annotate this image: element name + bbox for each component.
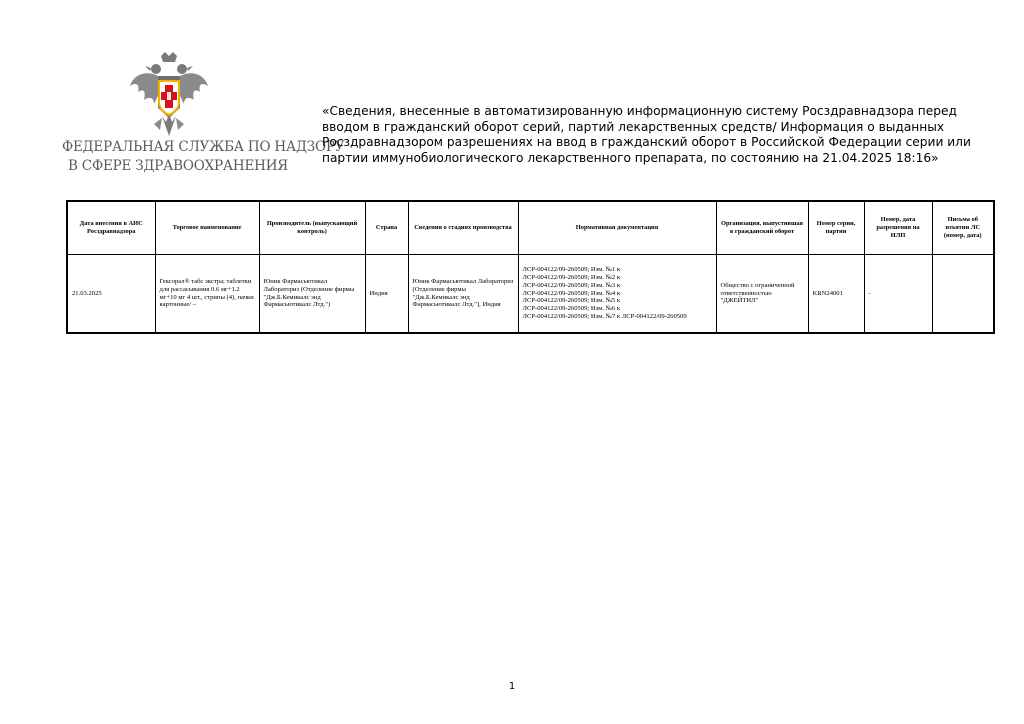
column-header-date: Дата внесения в АИС Росздравнадзора — [67, 201, 155, 255]
roszdravnadzor-emblem-icon — [128, 52, 210, 144]
normative-doc-line: ЛСР-004122/09-260509; Изм. №6 к — [522, 305, 621, 313]
cell-date: 21.03.2025 — [67, 255, 155, 334]
normative-doc-line: ЛСР-004122/09-260509; Изм. №3 к — [522, 281, 621, 289]
organization-name — [62, 138, 345, 176]
cell-organization: Общество с ограниченной ответственностью "ДЖЕЙТИЛ" — [716, 255, 808, 334]
cell-batch: KRN24001 — [808, 255, 864, 334]
normative-doc-line: ЛСР-004122/09-260509; Изм. №2 к — [522, 274, 621, 281]
column-header-permit: Номер, дата разрешения на ИЛП — [864, 201, 932, 255]
column-header-country: Страна — [365, 201, 408, 255]
page-number: 1 — [508, 681, 516, 692]
cell-country: Индия — [365, 255, 408, 334]
column-header-manufacturer: Производитель (выпускающий контроль) — [259, 201, 365, 255]
cell-withdrawal — [932, 255, 994, 334]
normative-doc-line: ЛСР-004122/09-260509; Изм. №7 к ЛСР-004122/09-260509 — [522, 312, 687, 320]
column-header-batch: Номер серии, партии — [808, 201, 864, 255]
column-header-withdrawal: Письма об изъятии ЛС (номер, дата) — [932, 201, 994, 255]
column-header-trade-name: Торговое наименование — [155, 201, 259, 255]
organization-name-line1: ФЕДЕРАЛЬНАЯ СЛУЖБА ПО НАДЗОРУ — [62, 139, 345, 155]
cell-trade-name: Гексорал® табс экстра; таблетки для рассасывания 0.6 мг+1.2 мг+10 мг 4 шт., стрипы (4), пачки картонные/ – — [155, 255, 259, 334]
column-header-organization: Организация, выпустившая в гражданский оборот — [716, 201, 808, 255]
document-heading: «Сведения, внесенные в автоматизированную информационную систему Росздравнадзора перед вводом в гражданский оборот серий, партий лекарственных средств/ Информация о выданных Росздравнадзором разрешениях на ввод в гражданский оборот в Российской Федерации серии или партии иммунобиологического лекарственного препарата, по состоянию на 21.04.2025 18:16» — [322, 104, 971, 165]
organization-name-line2: В СФЕРЕ ЗДРАВООХРАНЕНИЯ — [68, 158, 288, 174]
cell-permit: - — [864, 255, 932, 334]
column-header-normative-docs: Нормативная документация — [518, 201, 716, 255]
normative-doc-line: ЛСР-004122/09-260509; Изм. №1 к — [522, 266, 621, 274]
cell-production-stages: Юник Фармасьютикал Лабораториз (Отделение фирмы "Дж.Б.Кемикалс энд Фармасьютикалс Лтд."), Индия — [408, 255, 518, 334]
normative-doc-line: ЛСР-004122/09-260509; Изм. №4 к — [522, 289, 621, 297]
cell-normative-docs — [518, 255, 716, 334]
registry-table — [66, 200, 995, 334]
normative-doc-line: ЛСР-004122/09-260509; Изм. №5 к — [522, 297, 621, 305]
cell-manufacturer: Юник Фармасьютикал Лабораториз (Отделение фирмы "Дж.Б.Кемикалс энд Фармасьютикалс Лтд.") — [259, 255, 365, 334]
column-header-production-stages: Сведения о стадиях производства — [408, 201, 518, 255]
table-row — [67, 255, 994, 334]
table-header-row — [67, 201, 994, 255]
